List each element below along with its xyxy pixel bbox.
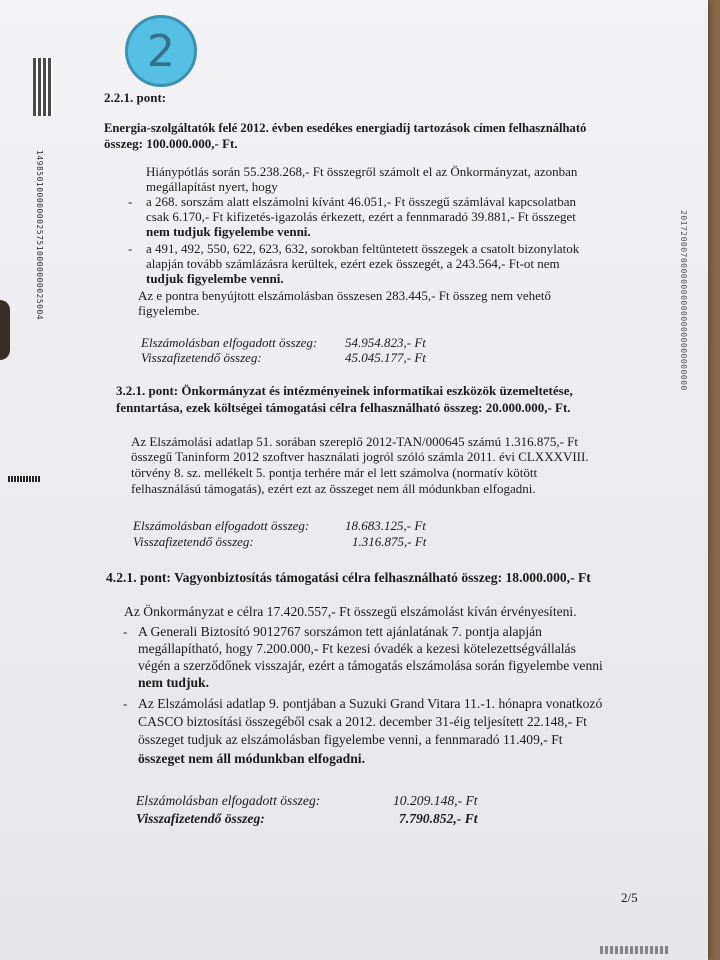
paragraph-line: összegű Taninform 2012 szoftver használati jogról szóló számla 2011. évi CLXXXVIII. bbox=[131, 449, 589, 464]
handwritten-circle-stamp bbox=[125, 15, 197, 87]
bullet-line: csak 6.170,- Ft kifizetés-igazolás érkezett, ezért a fennmaradó 39.881,- Ft összeget bbox=[146, 209, 576, 224]
paragraph-line: Hiánypótlás során 55.238.268,- Ft összegről számolt el az Önkormányzat, azonban bbox=[146, 164, 578, 179]
refund-value: 7.790.852,- Ft bbox=[399, 811, 478, 826]
paragraph-line: törvény 8. sz. mellékelt 5. pontja terhére már el lett számolva (normatív kötött bbox=[131, 465, 538, 480]
refund-label: Visszafizetendő összeg: bbox=[141, 350, 262, 365]
bullet-line: összeget tudjuk az elszámolásban figyelembe venni, a fennmaradó 11.409,- Ft bbox=[138, 732, 563, 747]
section-heading: 2.2.1. pont: bbox=[104, 90, 167, 105]
accepted-value: 54.954.823,- Ft bbox=[345, 335, 426, 350]
bullet-line: a 491, 492, 550, 622, 623, 632, sorokban feltüntetett összegek a csatolt bizonylatok bbox=[146, 241, 580, 256]
refund-label: Visszafizetendő összeg: bbox=[136, 811, 265, 826]
section-title: fenntartása, ezek költségei támogatási célra felhasználható összeg: 20.000.000,- Ft. bbox=[116, 400, 571, 415]
side-code-right: 2017200070000000000000000000000000 bbox=[679, 210, 688, 391]
accepted-value: 18.683.125,- Ft bbox=[345, 518, 426, 533]
bullet-dash: - bbox=[128, 241, 133, 256]
paragraph-line: megállapítást nyert, hogy bbox=[146, 179, 278, 194]
bullet-line: nem tudjuk figyelembe venni. bbox=[146, 224, 311, 239]
bullet-line: A Generali Biztosító 9012767 sorszámon tett ajánlatának 7. pontja alapján bbox=[138, 624, 542, 639]
accepted-label: Elszámolásban elfogadott összeg: bbox=[133, 518, 310, 533]
stamp-number: 2 bbox=[147, 25, 175, 77]
section-title: Energia-szolgáltatók felé 2012. évben esedékes energiadíj tartozások címen felhasználható bbox=[104, 121, 587, 135]
paragraph-line: Az Elszámolási adatlap 51. sorában szereplő 2012-TAN/000645 számú 1.316.875,- Ft bbox=[131, 434, 578, 449]
bullet-line: nem tudjuk. bbox=[138, 675, 210, 690]
accepted-label: Elszámolásban elfogadott összeg: bbox=[136, 793, 321, 808]
bullet-dash: - bbox=[128, 194, 133, 209]
bullet-line: a 268. sorszám alatt elszámolni kívánt 46.051,- Ft összegű számlával kapcsolatban bbox=[146, 194, 576, 209]
qr-code-icon bbox=[33, 58, 53, 116]
finger-shadow bbox=[0, 300, 10, 360]
refund-label: Visszafizetendő összeg: bbox=[133, 534, 254, 549]
bullet-line: alapján tovább számlázásra kerültek, ezért ezek összegét, a 243.564,- Ft-ot nem bbox=[146, 256, 560, 271]
bullet-line: végén a szerződőnek visszajár, ezért a támogatás elszámolása során figyelembe venni bbox=[138, 658, 603, 673]
side-code-left: 14985010000000257510000000025004 bbox=[35, 150, 44, 321]
accepted-value: 10.209.148,- Ft bbox=[393, 793, 478, 808]
section-title: 3.2.1. pont: Önkormányzat és intézményeinek informatikai eszközök üzemeltetése, bbox=[116, 383, 573, 398]
barcode-icon bbox=[8, 476, 40, 482]
bullet-dash: - bbox=[123, 696, 128, 711]
footer-barcode-icon bbox=[600, 946, 670, 954]
section-title: 4.2.1. pont: Vagyonbiztosítás támogatási célra felhasználható összeg: 18.000.000,- Ft bbox=[106, 570, 591, 585]
page-number: 2/5 bbox=[621, 890, 638, 905]
section-title: összeg: 100.000.000,- Ft. bbox=[104, 136, 238, 151]
refund-value: 45.045.177,- Ft bbox=[345, 350, 426, 365]
paragraph-line: figyelembe. bbox=[138, 303, 200, 318]
bullet-line: Az Elszámolási adatlap 9. pontjában a Suzuki Grand Vitara 11.-1. hónapra vonatkozó bbox=[138, 696, 603, 711]
accepted-label: Elszámolásban elfogadott összeg: bbox=[141, 335, 318, 350]
bullet-line: CASCO biztosítási összegéből csak a 2012. december 31-éig teljesített 22.148,- Ft bbox=[138, 714, 587, 729]
paragraph-line: felhasználású támogatás), ezért ezt az összeget nem áll módunkban elfogadni. bbox=[131, 481, 536, 496]
paragraph-line: Az e pontra benyújtott elszámolásban összesen 283.445,- Ft összeg nem vehető bbox=[138, 288, 552, 303]
bullet-dash: - bbox=[123, 624, 128, 639]
bullet-line: tudjuk figyelembe venni. bbox=[146, 271, 284, 286]
refund-value: 1.316.875,- Ft bbox=[352, 534, 427, 549]
paragraph-line: Az Önkormányzat e célra 17.420.557,- Ft összegű elszámolást kíván érvényesíteni. bbox=[124, 604, 577, 619]
bullet-line: összeget nem áll módunkban elfogadni. bbox=[138, 751, 365, 766]
bullet-line: megállapítható, hogy 7.200.000,- Ft kezesi óvadék a kezesi kötelezettségvállalás bbox=[138, 641, 576, 656]
